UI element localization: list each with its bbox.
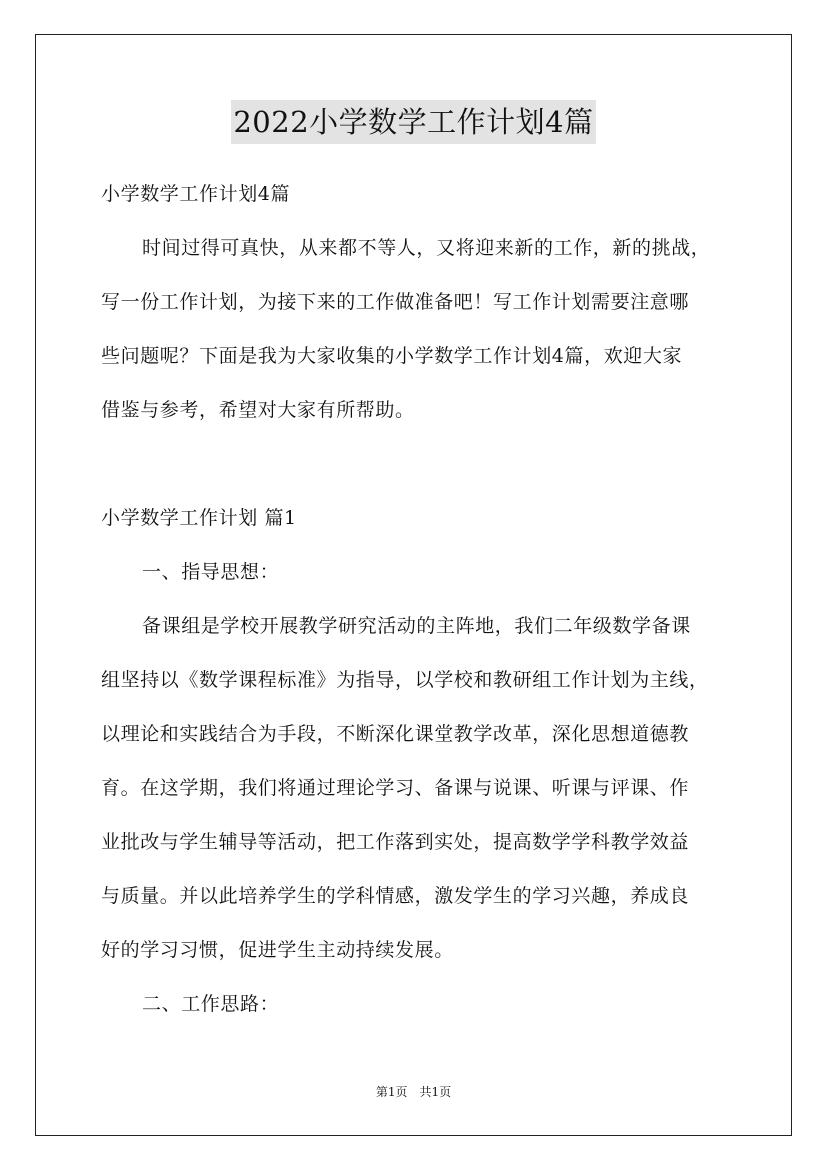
title-container <box>0 100 827 144</box>
subtitle: 小学数学工作计划4篇 <box>101 183 291 205</box>
document-title: 2022小学数学工作计划4篇 <box>231 100 595 144</box>
intro-line-4: 借鉴与参考，希望对大家有所帮助。 <box>101 399 415 421</box>
part1-line-4: 育。在这学期，我们将通过理论学习、备课与说课、听课与评课、作 <box>101 777 690 799</box>
part1-line-6: 与质量。并以此培养学生的学科情感，激发学生的学习兴趣，养成良 <box>101 885 690 907</box>
part1-line-2: 组坚持以《数学课程标准》为指导，以学校和教研组工作计划为主线， <box>101 669 709 691</box>
part2-heading: 二、工作思路： <box>142 993 280 1015</box>
intro-line-2: 写一份工作计划，为接下来的工作做准备吧！写工作计划需要注意哪 <box>101 291 690 313</box>
part1-heading: 一、指导思想： <box>142 561 280 583</box>
intro-line-1: 时间过得可真快，从来都不等人，又将迎来新的工作，新的挑战， <box>142 237 711 259</box>
part1-line-5: 业批改与学生辅导等活动，把工作落到实处，提高数学学科教学效益 <box>101 831 690 853</box>
section1-heading: 小学数学工作计划 篇1 <box>101 507 297 529</box>
intro-line-3: 些问题呢？下面是我为大家收集的小学数学工作计划4篇，欢迎大家 <box>101 345 683 367</box>
part1-line-3: 以理论和实践结合为手段，不断深化课堂教学改革，深化思想道德教 <box>101 723 690 745</box>
page-footer: 第1页 共1页 <box>375 1085 452 1099</box>
part1-line-7: 好的学习习惯，促进学生主动持续发展。 <box>101 939 454 961</box>
part1-line-1: 备课组是学校开展教学研究活动的主阵地，我们二年级数学备课 <box>142 615 691 637</box>
